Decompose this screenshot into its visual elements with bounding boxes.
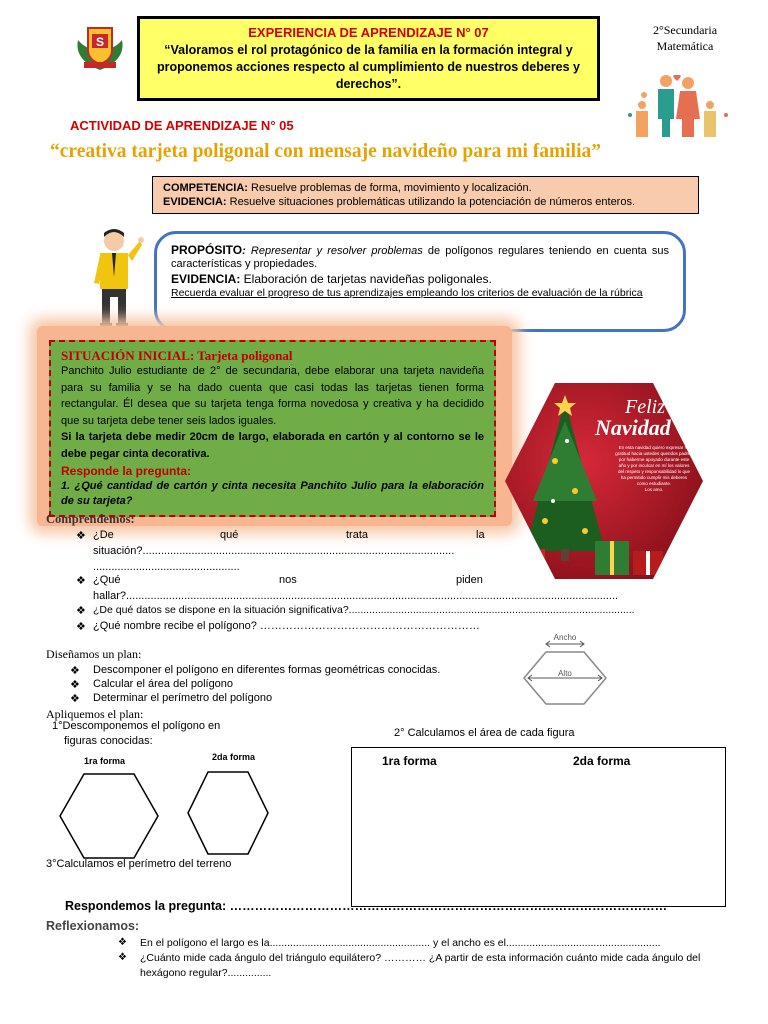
plan-item-1: Descomponer el polígono en diferentes formas geométricas conocidas. bbox=[93, 664, 441, 676]
main-title: “creativa tarjeta poligonal con mensaje navideño para mi familia” bbox=[50, 141, 601, 162]
proposito-ev-label: EVIDENCIA: bbox=[171, 272, 241, 286]
q2-line-2: hallar?................................................................................................................................................................. bbox=[93, 590, 619, 602]
alto-label: Alto bbox=[558, 669, 572, 678]
card-sign: Los amo. bbox=[644, 487, 664, 492]
q3-text: ¿De qué datos se dispone en la situación significativa?.................................................................................................. bbox=[93, 604, 635, 616]
bullet-icon: ❖ bbox=[76, 575, 86, 587]
experience-box bbox=[137, 16, 600, 101]
bullet-icon: ❖ bbox=[118, 952, 127, 963]
activity-title: ACTIVIDAD DE APRENDIZAJE N° 05 bbox=[70, 118, 294, 133]
school-logo bbox=[74, 20, 126, 72]
reflexion-item-2-cont: hexágono regular?............... bbox=[140, 967, 272, 979]
step-3-text: 3°Calculamos el perímetro del terreno bbox=[46, 858, 232, 870]
experience-text: “Valoramos el rol protagónico de la familia en la formación integral y proponemos acciones respecto al cumplimiento de nuestros deberes y derechos”. bbox=[156, 43, 581, 91]
box-forma-1-label: 1ra forma bbox=[382, 754, 437, 768]
bullet-icon: ❖ bbox=[70, 679, 80, 691]
disenamos-heading: Diseñamos un plan: bbox=[46, 647, 142, 661]
card-title-navidad: Navidad bbox=[595, 415, 671, 440]
respondemos-line: Respondemos la pregunta: …………………………………………………………………………………………… bbox=[65, 899, 668, 913]
evidencia-label: EVIDENCIA: bbox=[163, 196, 227, 208]
card-message: En esta navidad quiero expresar mi gratitud hacia ustedes queridos padres por haberme apoyado durante este año y por inculcar en mí los valores del respeto y responsabilidad lo que ha permitido cumplir mis deberes como estudiante. bbox=[615, 445, 693, 486]
proposito-ev-text: Elaboración de tarjetas navideñas poligonales. bbox=[240, 272, 492, 286]
card-title-feliz: Feliz bbox=[625, 396, 665, 418]
proposito-text bbox=[171, 244, 669, 271]
rubrica-note: Recuerda evaluar el progreso de tus aprendizajes empleando los criterios de evaluación de la rúbrica bbox=[171, 287, 643, 299]
plan-item-3: Determinar el perímetro del polígono bbox=[93, 692, 273, 704]
q1-line-3: ................................................ bbox=[93, 561, 240, 573]
situation-text: Panchito Julio estudiante de 2° de secundaria, debe elaborar una tarjeta navideña para su familia y se ha dado cuenta que casi todas las tarjetas tienen forma rectangular. Él desea que su tarjeta tenga forma novedosa y creativa y ha decidido que su tarjeta debe tener seis lados iguales. bbox=[61, 365, 484, 427]
forma-1-label: 1ra forma bbox=[84, 756, 126, 766]
proposito-colon: : bbox=[242, 245, 246, 257]
svg-text:S: S bbox=[95, 35, 105, 49]
hexagon-forma-2 bbox=[186, 770, 270, 856]
hexagon-forma-1 bbox=[58, 772, 160, 860]
proposito-body: de polígonos regulares teniendo en cuenta sus características y propiedades. bbox=[171, 245, 669, 270]
situation-box bbox=[49, 340, 496, 517]
reflexion-item-1: En el polígono el largo es la....................................................... y el ancho es el..................................................... bbox=[140, 937, 661, 949]
situation-bold-text: Si la tarjeta debe medir 20cm de largo, elaborada en cartón y al contorno se le debe pegar cinta decorativa. bbox=[61, 431, 484, 460]
proposito-label: PROPÓSITO bbox=[171, 243, 243, 257]
plan-item-2: Calcular el área del polígono bbox=[93, 678, 234, 690]
bullet-icon: ❖ bbox=[76, 621, 86, 633]
student-illustration bbox=[92, 227, 144, 329]
competencia-label: COMPETENCIA: bbox=[163, 182, 248, 194]
forma-2-label: 2da forma bbox=[212, 752, 256, 762]
ancho-label: Ancho bbox=[553, 633, 577, 642]
responde-label: Responde la pregunta: bbox=[61, 464, 192, 478]
q4-text: ¿Qué nombre recibe el polígono? …………………………………………………… bbox=[93, 620, 480, 632]
bullet-icon: ❖ bbox=[70, 665, 80, 677]
proposito-evidencia bbox=[171, 273, 669, 286]
bullet-icon: ❖ bbox=[70, 693, 80, 705]
step-1-line-2: figuras conocidas: bbox=[64, 735, 153, 747]
q2-word-2: nos bbox=[279, 574, 297, 586]
competencia-box bbox=[152, 176, 699, 214]
proposito-box bbox=[154, 231, 686, 332]
q1-word-3: trata bbox=[346, 529, 369, 541]
step-1-line-1: 1°Descomponemos el polígono en bbox=[52, 720, 221, 732]
q2-word-1: ¿Qué bbox=[93, 574, 121, 586]
subject-label: Matemática bbox=[656, 39, 714, 53]
step-2-text: 2° Calculamos el área de cada figura bbox=[394, 727, 575, 739]
family-illustration bbox=[622, 75, 734, 137]
reflexionamos-heading: Reflexionamos: bbox=[46, 919, 140, 933]
grade-info bbox=[630, 22, 740, 54]
experience-title: EXPERIENCIA DE APRENDIZAJE N° 07 bbox=[248, 25, 489, 40]
area-answer-box[interactable] bbox=[351, 747, 726, 907]
christmas-card-image bbox=[505, 381, 703, 581]
q1-word-4: la bbox=[476, 529, 485, 541]
q2-word-3: piden bbox=[456, 574, 483, 586]
comprendemos-heading: Comprendemos: bbox=[46, 512, 135, 526]
grade-label: 2°Secundaria bbox=[652, 23, 718, 37]
q1-word-2: qué bbox=[220, 529, 239, 541]
proposito-italic: Representar y resolver problemas bbox=[245, 245, 423, 257]
bullet-icon: ❖ bbox=[76, 530, 86, 542]
box-forma-2-label: 2da forma bbox=[573, 754, 631, 768]
aplicamos-heading: Apliquemos el plan: bbox=[46, 707, 144, 721]
hexagon-diagram bbox=[520, 630, 620, 715]
competencia-text: Resuelve problemas de forma, movimiento y localización. bbox=[247, 182, 532, 194]
evidencia-text: Resuelve situaciones problemáticas utilizando la potenciación de números enteros. bbox=[226, 196, 636, 208]
situation-title: SITUACIÓN INICIAL: Tarjeta poligonal bbox=[61, 348, 293, 363]
q1-line-2: situación?...................................................................................................... bbox=[93, 545, 455, 557]
situation-question: 1. ¿Qué cantidad de cartón y cinta necesita Panchito Julio para la elaboración de su tarjeta? bbox=[61, 480, 484, 507]
reflexion-item-2: ¿Cuánto mide cada ángulo del triángulo equilátero? ………… ¿A partir de esta información cuánto mide cada ángulo del bbox=[140, 952, 701, 964]
q1-word-1: ¿De bbox=[93, 529, 114, 541]
bullet-icon: ❖ bbox=[118, 937, 127, 948]
bullet-icon: ❖ bbox=[76, 605, 86, 617]
